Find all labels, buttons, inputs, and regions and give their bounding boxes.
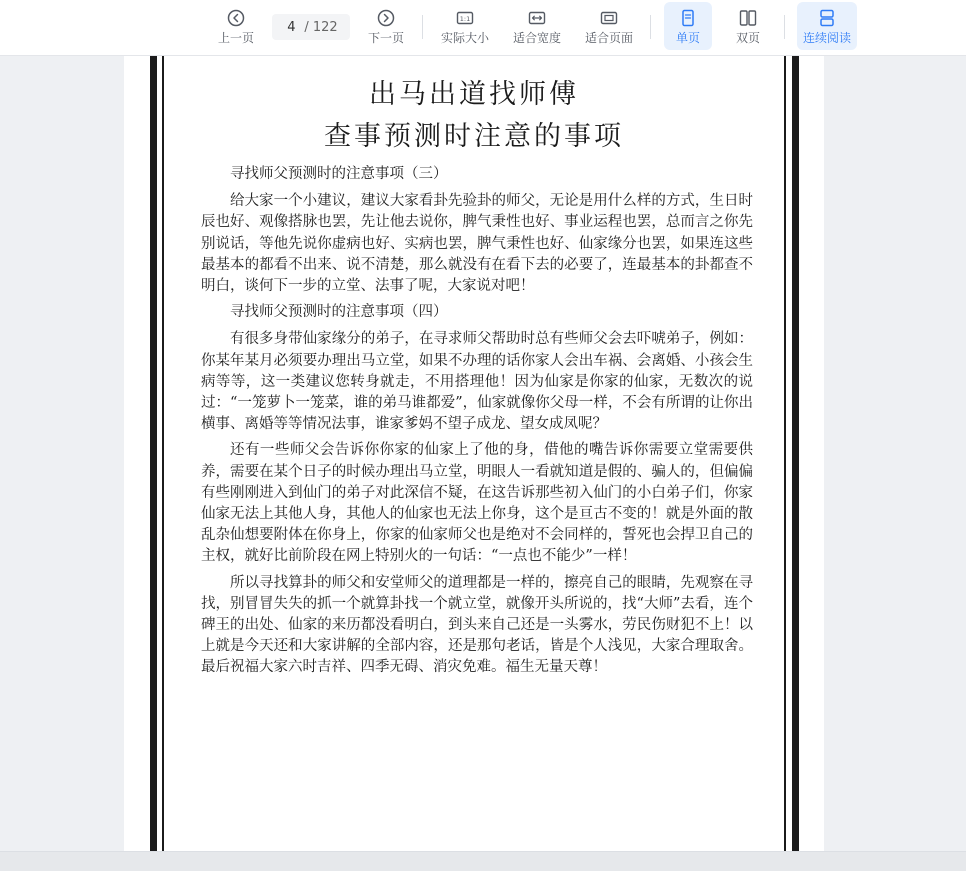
toolbar bbox=[0, 0, 966, 56]
single-page-icon bbox=[678, 8, 698, 28]
document-page bbox=[124, 56, 824, 851]
doc-title-line2: 查事预测时注意的事项 bbox=[324, 121, 624, 152]
double-page-button[interactable] bbox=[724, 2, 772, 50]
page-border-left-thick bbox=[150, 56, 157, 851]
next-page-button[interactable] bbox=[362, 2, 410, 50]
fit-width-button[interactable] bbox=[508, 2, 566, 50]
chevron-left-circle-icon bbox=[226, 8, 246, 28]
double-page-label: 双页 bbox=[735, 31, 760, 45]
continuous-scroll-icon bbox=[817, 8, 837, 28]
fit-page-label: 适合页面 bbox=[584, 31, 633, 45]
page-border-left-thin bbox=[162, 56, 164, 851]
doc-title-line1: 出马出道找师傅 bbox=[369, 79, 579, 110]
page-indicator bbox=[272, 14, 350, 40]
toolbar-divider bbox=[650, 15, 651, 39]
fit-page-icon bbox=[599, 8, 619, 28]
fit-width-label: 适合宽度 bbox=[512, 31, 561, 45]
toolbar-divider bbox=[784, 15, 785, 39]
document-viewer[interactable] bbox=[0, 56, 966, 851]
double-page-icon bbox=[738, 8, 758, 28]
next-page-label: 下一页 bbox=[367, 31, 404, 45]
paragraph: 给大家一个小建议，建议大家看卦先验卦的师父，无论是用什么样的方式，生日时辰也好、观像搭脉也罢，先让他去说你，脾气秉性也好、事业运程也罢，总而言之你先别说话，等他先说你虚病也好、实病也罢，脾气秉性也好、仙家缘分也罢，如果连这些最基本的都看不出来、说不清楚，那么就没有在看下去的必要了，连最基本的卦都查不明白，谈何下一步的立堂、法事了呢，大家说对吧！ bbox=[201, 193, 753, 295]
vertical-scrollbar[interactable] bbox=[954, 56, 966, 851]
fit-page-button[interactable] bbox=[580, 2, 638, 50]
actual-size-label: 实际大小 bbox=[440, 31, 489, 45]
toolbar-divider bbox=[422, 15, 423, 39]
page-border-right-thick bbox=[792, 56, 799, 851]
prev-page-button[interactable] bbox=[212, 2, 260, 50]
scrollbar-thumb[interactable] bbox=[957, 64, 963, 124]
document-body bbox=[201, 162, 753, 684]
paragraph: 所以寻找算卦的师父和安堂师父的道理都是一样的，擦亮自己的眼睛，先观察在寻找，别冒冒失失的抓一个就算卦找一个就立堂，就像开头所说的，找“大师”去看，连个碑王的出处、仙家的来历都没看明白，到头来自己还是一头雾水，劳民伤财犯不上！以上就是今天还和大家讲解的全部内容，还是那句老话，皆是个人浅见，大家合理取舍。最后祝福大家六时吉祥、四季无碍、消灾免难。福生无量天尊！ bbox=[201, 574, 753, 676]
chevron-right-circle-icon bbox=[376, 8, 396, 28]
svg-text:1:1: 1:1 bbox=[459, 14, 471, 23]
single-page-label: 单页 bbox=[675, 31, 700, 45]
fit-width-icon bbox=[527, 8, 547, 28]
actual-size-icon bbox=[455, 8, 475, 28]
total-pages: / 122 bbox=[304, 19, 338, 35]
single-page-button[interactable] bbox=[664, 2, 712, 50]
paragraph: 还有一些师父会告诉你你家的仙家上了他的身，借他的嘴告诉你需要立堂需要供养，需要在某个日子的时候办理出马立堂，明眼人一看就知道是假的、骗人的，但偏偏有些刚刚进入到仙门的弟子对此深信不疑，在这告诉那些初入仙门的小白弟子们，你家仙家无法上其他人身，其他人的仙家也无法上你身，这个是亘古不变的！就是外面的散乱杂仙想要附体在你身上，你家的仙家师父也是绝对不会同样的，誓死也会捍卫自己的主权，就好比前阶段在网上特别火的一句话：“一点也不能少”一样！ bbox=[201, 442, 753, 565]
actual-size-button[interactable] bbox=[436, 2, 494, 50]
page-number-input[interactable] bbox=[280, 20, 302, 35]
status-bar bbox=[0, 851, 966, 871]
continuous-reading-label: 连续阅读 bbox=[802, 31, 851, 45]
paragraph: 有很多身带仙家缘分的弟子，在寻求师父帮助时总有些师父会去吓唬弟子，例如：你某年某月必须要办理出马立堂，如果不办理的话你家人会出车祸、会离婚、小孩会生病等等，这一类建议您转身就走，不用搭理他！因为仙家是你家的仙家，无数次的说过：“一笼萝卜一笼菜，谁的弟马谁都爱”，仙家就像你父母一样，不会有所谓的让你出横事、离婚等等情况法事，谁家爹妈不望子成龙、望女成凤呢？ bbox=[201, 331, 753, 433]
prev-page-label: 上一页 bbox=[217, 31, 254, 45]
section-heading: 寻找师父预测时的注意事项（四） bbox=[230, 304, 448, 321]
page-border-right-thin bbox=[784, 56, 786, 851]
section-heading: 寻找师父预测时的注意事项（三） bbox=[230, 166, 448, 182]
continuous-reading-button[interactable] bbox=[797, 2, 857, 50]
